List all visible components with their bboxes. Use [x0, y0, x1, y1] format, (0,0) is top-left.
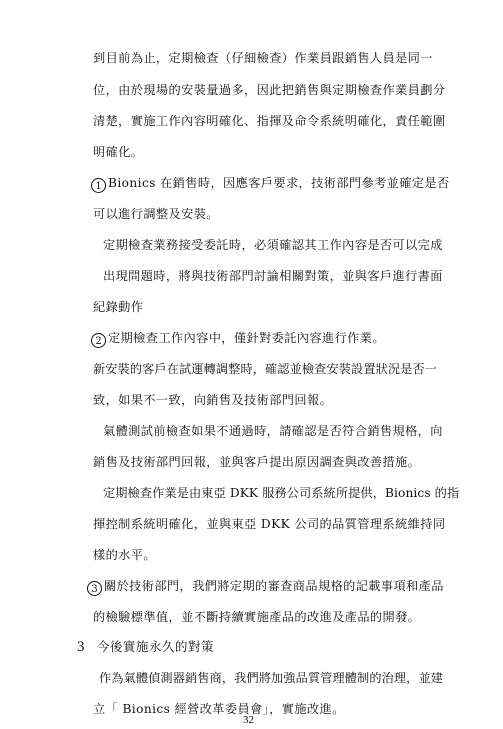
circled-number-marker: 2 [91, 333, 106, 348]
list-item-1 [91, 175, 450, 193]
paragraph-line: 新安裝的客戶在試運轉調整時，確認並檢查安裝設置狀況是否一 [93, 362, 438, 376]
paragraph-line: 作為氣體偵測器銷售商，我們將加強品質管理體制的治理，並建 [99, 671, 444, 685]
paragraph-line: 位，由於現場的安裝量過多，因此把銷售與定期檢查作業員劃分 [93, 83, 446, 97]
section-number: 3 [77, 639, 85, 655]
paragraph-line: 到目前為止，定期檢查（仔細檢查）作業員跟銷售人員是同一 [93, 51, 433, 65]
paragraph-line: 樣的水平。 [93, 548, 156, 562]
paragraph-line: 可以進行調整及安裝。 [93, 207, 219, 221]
paragraph-line: 定期檢查工作內容中，僅針對委託內容進行作業。 [108, 331, 385, 345]
list-item-2 [91, 330, 385, 348]
paragraph-line: 氣體測試前檢查如果不通過時，請確認是否符合銷售規格，向 [103, 424, 443, 438]
paragraph-line: 定期檢查作業是由東亞 DKK 服務公司系統所提供，Bionics 的指 [103, 486, 460, 500]
paragraph-line: 銷售及技術部門回報，並與客戶提出原因調查與改善措施。 [93, 455, 421, 469]
paragraph-line: 致，如果不一致，向銷售及技術部門回報。 [93, 393, 333, 407]
list-item-3 [87, 578, 444, 596]
paragraph-line: 關於技術部門，我們將定期的審查商品規格的記載事項和產品 [104, 579, 444, 593]
paragraph-line: 揮控制系統明確化，並與東亞 DKK 公司的品質管理系統維持同 [93, 517, 446, 531]
paragraph-line: 清楚，實施工作內容明確化、指揮及命令系統明確化，責任範圍 [93, 114, 446, 128]
paragraph-line: 的檢驗標準值，並不斷持續實施產品的改進及產品的開發。 [93, 610, 421, 624]
paragraph-line: Bionics 在銷售時，因應客戶要求，技術部門參考並確定是否 [108, 176, 450, 190]
paragraph-line: 明確化。 [93, 145, 144, 159]
paragraph-line: 出現問題時，將與技術部門討論相關對策，並與客戶進行書面 [103, 269, 443, 283]
circled-number-marker: 1 [91, 178, 106, 193]
section-heading [77, 639, 214, 655]
paragraph-line: 立「 Bionics 經營改革委員會」，實施改進。 [93, 702, 345, 716]
circled-number-marker: 3 [87, 581, 102, 596]
page-number: 32 [243, 714, 254, 726]
paragraph-line: 定期檢查業務接受委託時，必須確認其工作內容是否可以完成 [103, 238, 443, 252]
paragraph-line: 紀錄動作 [93, 300, 144, 314]
section-title: 今後實施永久的對策 [96, 639, 214, 654]
